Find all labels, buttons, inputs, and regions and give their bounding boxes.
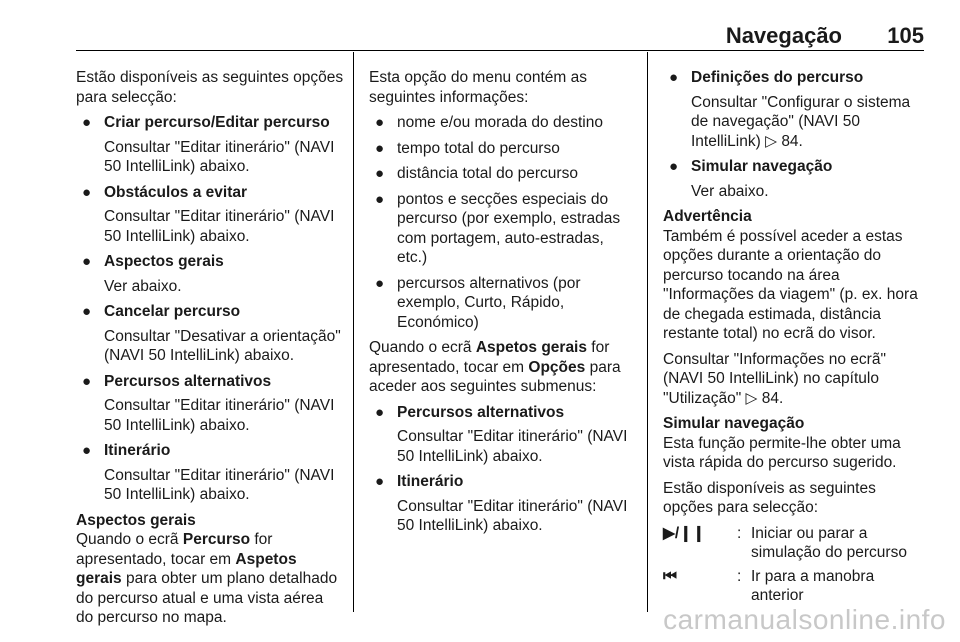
section-paragraph [76,530,344,628]
bullet-icon: ● [82,114,92,131]
bullet-icon: ● [375,165,385,182]
text-run: Quando o ecrã [76,531,183,548]
item-text: pontos e secções especiais do percurso (por exemplo, estradas com portagem, auto-estradas, etc.) [397,190,621,266]
list-item [663,68,929,151]
item-text: Consultar "Editar itinerário" (NAVI 50 IntelliLink) abaixo. [104,208,335,245]
item-text: Consultar "Configurar o sistema de navegação" (NAVI 50 IntelliLink) ▷ 84. [691,93,911,150]
play-pause-icon: ▶/❙❙ [663,524,706,542]
list-item [369,403,635,467]
page-number: 105 [887,23,924,48]
section-text: Esta função permite-lhe obter uma vista rápida do percurso sugerido. [663,434,901,471]
bullet-icon: ● [669,69,679,86]
item-title: Aspectos gerais [104,253,224,270]
list-item [76,302,344,366]
page-header [0,0,960,52]
section-heading: Aspectos gerais [76,511,196,529]
advert-text-2: Consultar "Informações no ecrã" (NAVI 50 IntelliLink) no capítulo "Utilização" ▷ 84. [663,350,886,407]
list-item [76,252,344,296]
section-heading: Simular navegação [663,415,805,432]
list-item [76,183,344,247]
list-item [76,372,344,436]
item-title: Cancelar percurso [104,303,241,320]
item-text: tempo total do percurso [397,139,560,157]
bold-run: Percurso [182,531,251,548]
item-text: nome e/ou morada do destino [397,114,603,131]
item-title: Percursos alternativos [104,372,272,390]
control-row [663,567,929,606]
item-title: Simular navegação [691,158,833,175]
control-row [663,524,929,563]
skip-previous-icon: ⏮ [663,567,677,585]
intro-text: Estão disponíveis as seguintes opções para selecção: [663,479,876,516]
column-2 [369,68,635,542]
control-text: Iniciar ou parar a simulação do percurso [751,524,907,561]
item-text: Consultar "Editar itinerário" (NAVI 50 IntelliLink) abaixo. [104,138,335,175]
list-item [369,472,635,536]
options-paragraph [369,338,635,397]
item-text: percursos alternativos (por exemplo, Curto, Rápido, Económico) [397,274,581,331]
item-title: Itinerário [397,473,464,490]
item-text: distância total do percurso [397,165,578,182]
bullet-icon: ● [82,183,92,201]
item-text: Consultar "Editar itinerário" (NAVI 50 IntelliLink) abaixo. [104,397,335,434]
text-run: para aceder aos seguintes submenus: [369,358,621,395]
item-text: Consultar "Editar itinerário" (NAVI 50 IntelliLink) abaixo. [104,466,335,503]
bullet-icon: ● [375,473,385,490]
item-text: Ver abaixo. [104,277,182,295]
item-text: Ver abaixo. [691,182,769,200]
watermark: carmanualsonline.info [663,604,946,635]
list-item [369,164,635,184]
bullet-icon: ● [82,303,92,320]
header-rule [76,50,924,51]
advert-text: Também é possível aceder a estas opções durante a orientação do percurso tocando na área "Informações da viagem" (p. ex. hora de chegada estimada, distância restante total) no ecrã do visor. [663,227,918,342]
item-text: Consultar "Desativar a orientação" (NAVI 50 IntelliLink) abaixo. [104,327,341,364]
column-divider-1 [353,52,354,612]
list-item [663,157,929,201]
item-text: Consultar "Editar itinerário" (NAVI 50 IntelliLink) abaixo. [397,428,628,465]
column-divider-2 [647,52,648,612]
bullet-icon: ● [375,274,385,292]
item-title: Definições do percurso [691,69,864,86]
text-run: para obter um plano detalhado do percurso atual e uma vista aérea do percurso no mapa. [76,570,338,626]
list-item [76,441,344,505]
advert-heading: Advertência [663,208,752,225]
bullet-icon: ● [375,139,385,157]
text-run: Quando o ecrã [369,339,476,356]
bold-run: Opções [528,358,586,376]
list-item [369,113,635,133]
item-title: Criar percurso/Editar percurso [104,114,330,131]
bullet-icon: ● [375,403,385,421]
list-item [369,190,635,268]
bullet-icon: ● [82,372,92,390]
column-3 [663,68,929,610]
text-run: for apresentado, tocar em [76,531,273,568]
list-item [369,274,635,333]
text-run: for apresentado, tocar em [369,339,610,376]
item-title: Itinerário [104,442,171,459]
item-title: Percursos alternativos [397,403,565,421]
bullet-icon: ● [82,442,92,459]
page-title: Navegação [725,23,842,48]
item-text: Consultar "Editar itinerário" (NAVI 50 IntelliLink) abaixo. [397,497,628,534]
bold-run: Aspetos gerais [475,339,587,356]
item-title: Obstáculos a evitar [104,183,248,201]
list-item [76,113,344,177]
bullet-icon: ● [669,158,679,175]
list-item [369,139,635,159]
bullet-icon: ● [82,253,92,270]
colon: : [737,567,742,585]
column-1 [76,68,344,634]
colon: : [737,524,742,542]
intro-text: Esta opção do menu contém as seguintes informações: [369,69,587,106]
bullet-icon: ● [375,190,385,208]
control-text: Ir para a manobra anterior [751,567,875,604]
intro-text: Estão disponíveis as seguintes opções para selecção: [76,69,344,106]
bullet-icon: ● [375,114,385,131]
bold-run: Aspetos gerais [76,550,297,587]
